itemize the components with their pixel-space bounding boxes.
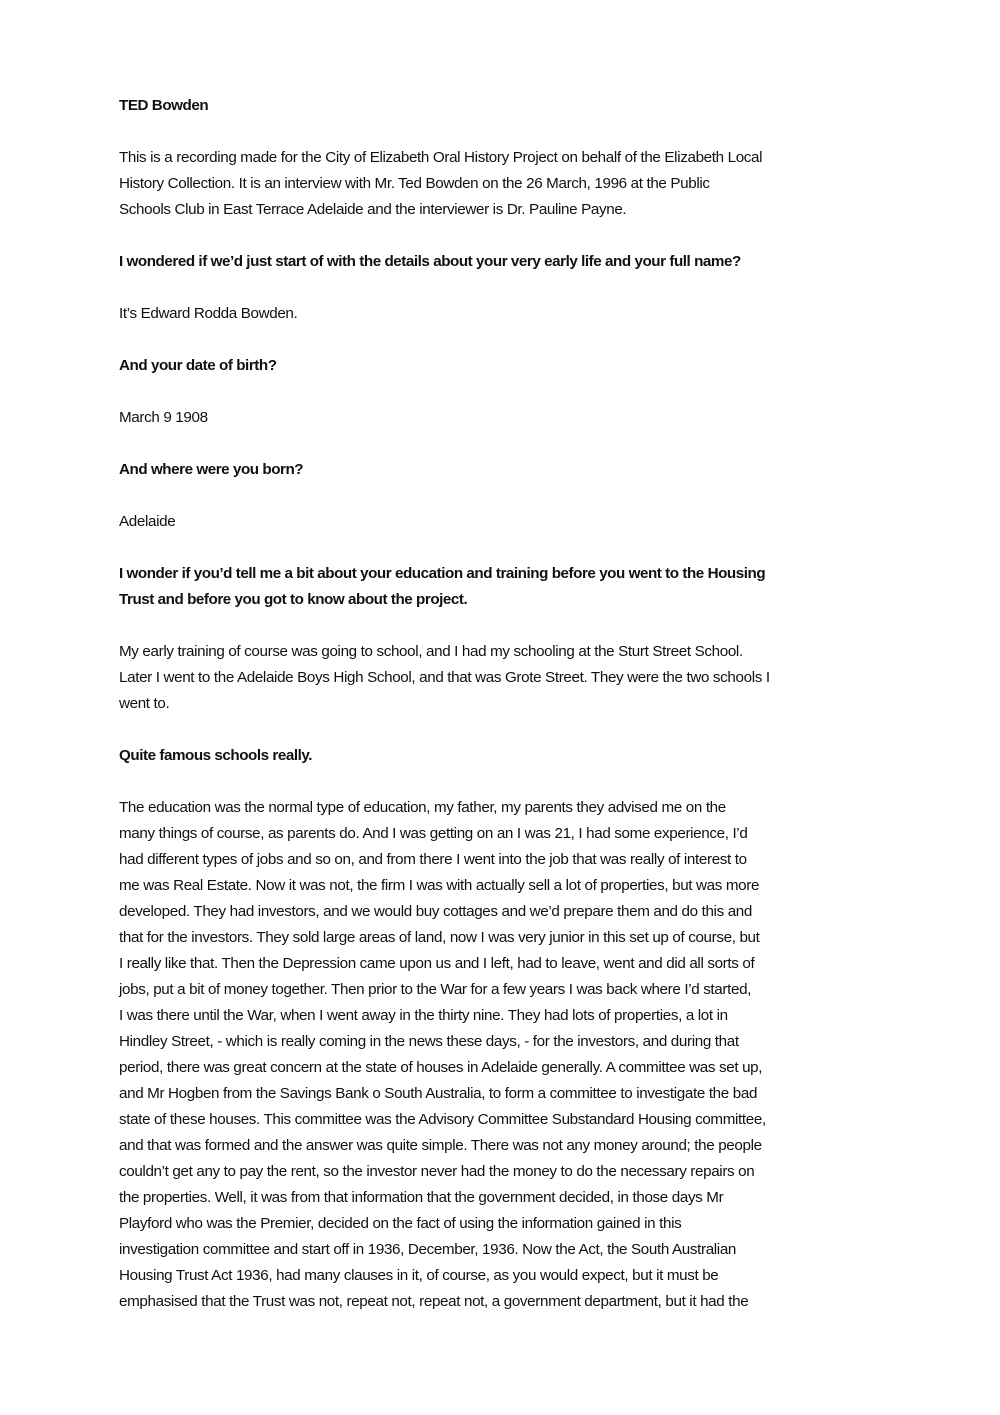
answer-line: March 9 1908 — [119, 409, 208, 426]
answer-line: developed. They had investors, and we would buy cottages and we’d prepare them and do this and — [119, 903, 752, 920]
answer-education — [119, 639, 899, 717]
answer-line: Adelaide — [119, 513, 176, 530]
intro-line: This is a recording made for the City of Elizabeth Oral History Project on behalf of the Elizabeth Local — [119, 149, 763, 166]
answer-line: Later I went to the Adelaide Boys High School, and that was Grote Street. They were the two schools I — [119, 669, 770, 686]
question-education — [119, 561, 899, 613]
question-birthplace — [119, 457, 899, 483]
document-title-block — [119, 93, 899, 119]
question-line: Quite famous schools really. — [119, 747, 313, 764]
answer-career — [119, 795, 899, 1315]
answer-line: couldn’t get any to pay the rent, so the investor never had the money to do the necessary repairs on — [119, 1163, 755, 1180]
question-full-name — [119, 249, 899, 275]
answer-line: My early training of course was going to school, and I had my schooling at the Sturt Street School. — [119, 643, 743, 660]
question-line: Trust and before you got to know about the project. — [119, 591, 468, 608]
answer-line: investigation committee and start off in 1936, December, 1936. Now the Act, the South Australian — [119, 1241, 737, 1258]
answer-line: and Mr Hogben from the Savings Bank o South Australia, to form a committee to investigate the bad — [119, 1085, 758, 1102]
question-line: I wonder if you’d tell me a bit about your education and training before you went to the Housing — [119, 565, 766, 582]
answer-line: had different types of jobs and so on, and from there I went into the job that was really of interest to — [119, 851, 747, 868]
answer-line: The education was the normal type of education, my father, my parents they advised me on the — [119, 799, 726, 816]
answer-line: the properties. Well, it was from that information that the government decided, in those days Mr — [119, 1189, 724, 1206]
answer-line: emphasised that the Trust was not, repeat not, repeat not, a government department, but it had the — [119, 1293, 749, 1310]
answer-line: and that was formed and the answer was quite simple. There was not any money around; the people — [119, 1137, 762, 1154]
question-line: I wondered if we’d just start of with the details about your very early life and your full name? — [119, 253, 741, 270]
question-line: And your date of birth? — [119, 357, 277, 374]
question-date-of-birth — [119, 353, 899, 379]
answer-line: It’s Edward Rodda Bowden. — [119, 305, 298, 322]
answer-line: Housing Trust Act 1936, had many clauses in it, of course, as you would expect, but it must be — [119, 1267, 719, 1284]
answer-line: went to. — [119, 695, 170, 712]
answer-line: state of these houses. This committee was the Advisory Committee Substandard Housing committee, — [119, 1111, 766, 1128]
answer-full-name — [119, 301, 899, 327]
answer-line: Playford who was the Premier, decided on the fact of using the information gained in this — [119, 1215, 682, 1232]
document-title: TED Bowden — [119, 97, 209, 114]
answer-line: many things of course, as parents do. And I was getting on an I was 21, I had some experience, I’d — [119, 825, 748, 842]
question-famous-schools — [119, 743, 899, 769]
answer-line: period, there was great concern at the state of houses in Adelaide generally. A committee was set up, — [119, 1059, 763, 1076]
answer-line: I really like that. Then the Depression came upon us and I left, had to leave, went and did all sorts of — [119, 955, 755, 972]
answer-line: I was there until the War, when I went away in the thirty nine. They had lots of properties, a lot in — [119, 1007, 728, 1024]
question-line: And where were you born? — [119, 461, 304, 478]
intro-paragraph — [119, 145, 899, 223]
answer-line: me was Real Estate. Now it was not, the firm I was with actually sell a lot of properties, but was more — [119, 877, 760, 894]
answer-line: jobs, put a bit of money together. Then prior to the War for a few years I was back where I’d started, — [119, 981, 752, 998]
intro-line: History Collection. It is an interview with Mr. Ted Bowden on the 26 March, 1996 at the Public — [119, 175, 710, 192]
intro-line: Schools Club in East Terrace Adelaide and the interviewer is Dr. Pauline Payne. — [119, 201, 627, 218]
answer-date-of-birth — [119, 405, 899, 431]
document-page — [119, 93, 899, 1341]
answer-line: that for the investors. They sold large areas of land, now I was very junior in this set up of course, but — [119, 929, 760, 946]
answer-birthplace — [119, 509, 899, 535]
answer-line: Hindley Street, - which is really coming in the news these days, - for the investors, and during that — [119, 1033, 739, 1050]
